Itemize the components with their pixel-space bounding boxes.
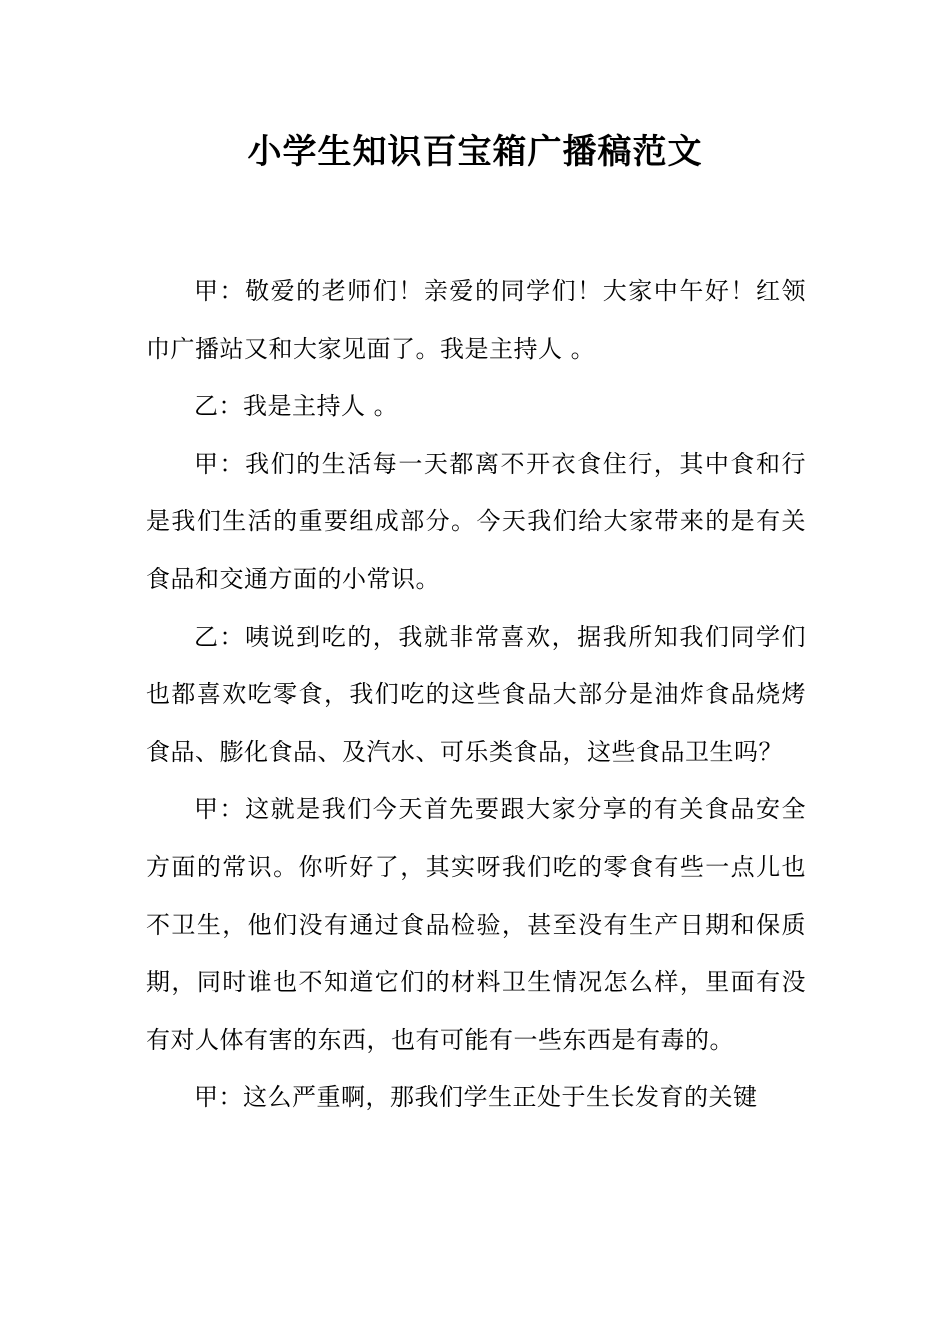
paragraph: 乙：我是主持人 。 [194,392,399,421]
paragraph: 乙：咦说到吃的，我就非常喜欢，据我所知我们同学们也都喜欢吃零食，我们吃的这些食品大部分是油炸食品烧烤食品、膨化食品、及汽水、可乐类食品，这些食品卫生吗？ [146,622,806,766]
paragraph: 甲：这么严重啊，那我们学生正处于生长发育的关键 [194,1083,758,1112]
paragraph: 甲：敬爱的老师们！亲爱的同学们！大家中午好！红领巾广播站又和大家见面了。我是主持人 。 [146,277,806,363]
paragraph: 甲：我们的生活每一天都离不开衣食住行，其中食和行是我们生活的重要组成部分。今天我们给大家带来的是有关食品和交通方面的小常识。 [146,449,806,593]
document-title: 小学生知识百宝箱广播稿范文 [247,132,703,172]
document-body [146,263,806,1127]
paragraph: 甲：这就是我们今天首先要跟大家分享的有关食品安全方面的常识。你听好了，其实呀我们吃的零食有些一点儿也不卫生，他们没有通过食品检验，甚至没有生产日期和保质期，同时谁也不知道它们的材料卫生情况怎么样，里面有没有对人体有害的东西，也有可能有一些东西是有毒的。 [146,795,806,1054]
